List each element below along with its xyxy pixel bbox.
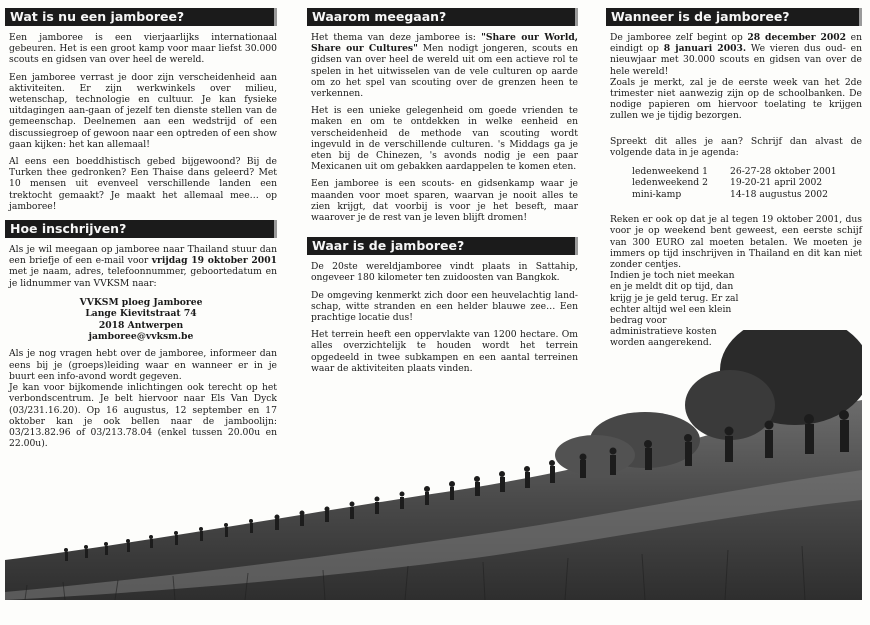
agenda-date: 26-27-28 oktober 2001 xyxy=(730,166,837,178)
heading-what-is-jamboree: Wat is nu een jamboree? xyxy=(5,8,277,26)
start-date: 28 december 2002 xyxy=(747,32,847,43)
text: Als je wil meegaan op jamboree naar Thailand stuur dan een briefje of een e-mail voor xyxy=(9,244,277,267)
paragraph: Je kan voor bijkomende inlichtingen ook terecht op het verbondscentrum. Je belt hiervoor naar Els Van Dyck (03/231.16.20). Op 16 augustus, 12 september en 17 oktober kan je ook bellen naar de jamboolijn: 03/213.82.96 of 03/213.78.04 (enkel tussen 20.00u en 22.00u). xyxy=(9,382,277,450)
paragraph: Al eens een boeddhistisch gebed bijgewoond? Bij de Turken thee gedronken? Een Thaise dans geleerd? Met 10 mensen uit evenveel verschillende landen een trektocht gemaakt? Je maakt het allemaal mee… op jamboree! xyxy=(9,156,277,212)
paragraph-register xyxy=(5,244,277,289)
agenda-label: ledenweekend 2 xyxy=(632,177,708,189)
agenda-label: mini-kamp xyxy=(632,188,682,200)
agenda-date: 14-18 augustus 2002 xyxy=(730,188,828,200)
text: We vieren dus oud- en nieuwjaar met 30.000 scouts en gidsen van over de hele wereld! xyxy=(610,43,862,77)
address-line: VVKSM ploeg Jamboree xyxy=(79,296,203,308)
agenda-date: 19-20-21 april 2002 xyxy=(730,177,823,189)
paragraph: Spreekt dit alles je aan? Schrijf dan alvast de volgende data in je agenda: xyxy=(610,135,862,158)
theme-quote: "Share our World, Share our Cultures" xyxy=(311,32,579,55)
paragraph: De omgeving kenmerkt zich door een heuvelachtig land-schap, witte stranden en een helder blauwe zee… Een prachtige locatie dus! xyxy=(311,289,578,324)
heading-why-go: Waarom meegaan? xyxy=(307,8,578,26)
text: Het thema van deze jamboree is: xyxy=(311,32,482,43)
paragraph: Een jamboree is een scouts- en gidsenkamp waar je maanden voor moet sparen, waarvan je nooit alles te zien krijgt, dat voorbij is voor je het beseft, maar waarover je de rest van je leven blijft dromen! xyxy=(311,178,578,224)
agenda-label: ledenweekend 1 xyxy=(632,166,708,178)
agenda-row xyxy=(632,177,862,188)
column-middle xyxy=(307,8,578,374)
heading-when-is-jamboree: Wanneer is de jamboree? xyxy=(606,8,862,26)
end-date: 8 januari 2003. xyxy=(663,43,747,55)
paragraph-theme xyxy=(307,32,578,99)
text: met je naam, adres, telefoonnummer, geboortedatum en je lidnummer van VVKSM naar: xyxy=(9,266,277,289)
text: en eindigt op xyxy=(610,32,863,55)
paragraph: Het terrein heeft een oppervlakte van 1200 hectare. Om alles overzichtelijk te houden wordt het terrein opgedeeld in twee subkampen en een aantal terreinen waar de aktiviteiten plaats vinden. xyxy=(311,329,578,374)
paragraph: Indien je toch niet meekan en je meldt dit op tijd, dan krijg je je geld terug. Er zal echter altijd wel een klein bedrag voor administratieve kosten worden aangerekend. xyxy=(610,270,739,349)
agenda-list xyxy=(632,166,862,200)
column-right xyxy=(606,8,862,349)
paragraph: Het is een unieke gelegenheid om goede vrienden te maken en om te ontdekken in welke eenheid en verscheidenheid de methode van scouting wordt ingevuld in de verschillende culturen. 's Middags ga je eten bij de Chinezen, 's avonds nodig je een paar Mexicanen uit om gebakken aardappelen te komen eten. xyxy=(311,105,578,173)
text: De jamboree zelf begint op xyxy=(610,32,748,43)
paragraph: Zoals je merkt, zal je de eerste week van het 2de trimester niet aanwezig zijn op de schoolbanken. De nodige papieren om hiervoor toelating te krijgen zullen we je tijdig bezorgen. xyxy=(610,76,862,122)
agenda-row xyxy=(632,189,862,200)
paragraph: De 20ste wereldjamboree vindt plaats in Sattahip, ongeveer 180 kilometer ten zuidoosten van Bangkok. xyxy=(311,261,578,284)
heading-how-to-register: Hoe inschrijven? xyxy=(5,220,277,238)
agenda-row xyxy=(632,166,862,177)
deadline-date: vrijdag 19 oktober 2001 xyxy=(151,255,277,267)
address-line: Lange Kievitstraat 74 xyxy=(85,308,197,320)
column-left xyxy=(5,8,277,449)
address-block xyxy=(5,297,277,343)
paragraph: Een jamboree verrast je door zijn verscheidenheid aan aktiviteiten. Er zijn werkwinkels over milieu, wetenschap, technologie en cultuur. Je kan fysieke uitdagingen aan-gaan of jezelf ten dienste stellen van de gemeenschap. Deelnemen aan een wedstrijd of een discussiegroep of gewoon naar een optreden of een show gaan kijken: het kan allemaal! xyxy=(9,71,277,150)
paragraph-dates xyxy=(606,32,862,77)
paragraph: Als je nog vragen hebt over de jamboree, informeer dan eens bij je (groeps)leiding waar en wanneer er in je buurt een info-avond wordt gegeven. xyxy=(9,348,277,382)
paragraph: Een jamboree is een vierjaarlijks internationaal gebeuren. Het is een groot kamp voor maar liefst 30.000 scouts en gidsen van over heel de wereld. xyxy=(9,32,277,66)
address-email: jamboree@vvksm.be xyxy=(88,331,194,343)
heading-where-is-jamboree: Waar is de jamboree? xyxy=(307,237,578,255)
text: Men nodigt jongeren, scouts en gidsen van over heel de wereld uit om een actieve rol te spelen in het uitwisselen van de vele culturen op aarde om zo het spel van scouting over de grenzen heen te verkennen. xyxy=(311,43,578,100)
paragraph: Reken er ook op dat je al tegen 19 oktober 2001, dus voor je op weekend bent geweest, een eerste schijf van 300 EURO zal moeten betalen. We moeten je immers op tijd inschrijven in Thailand en dit kan niet zonder centjes. xyxy=(610,214,862,271)
address-line: 2018 Antwerpen xyxy=(98,319,184,331)
